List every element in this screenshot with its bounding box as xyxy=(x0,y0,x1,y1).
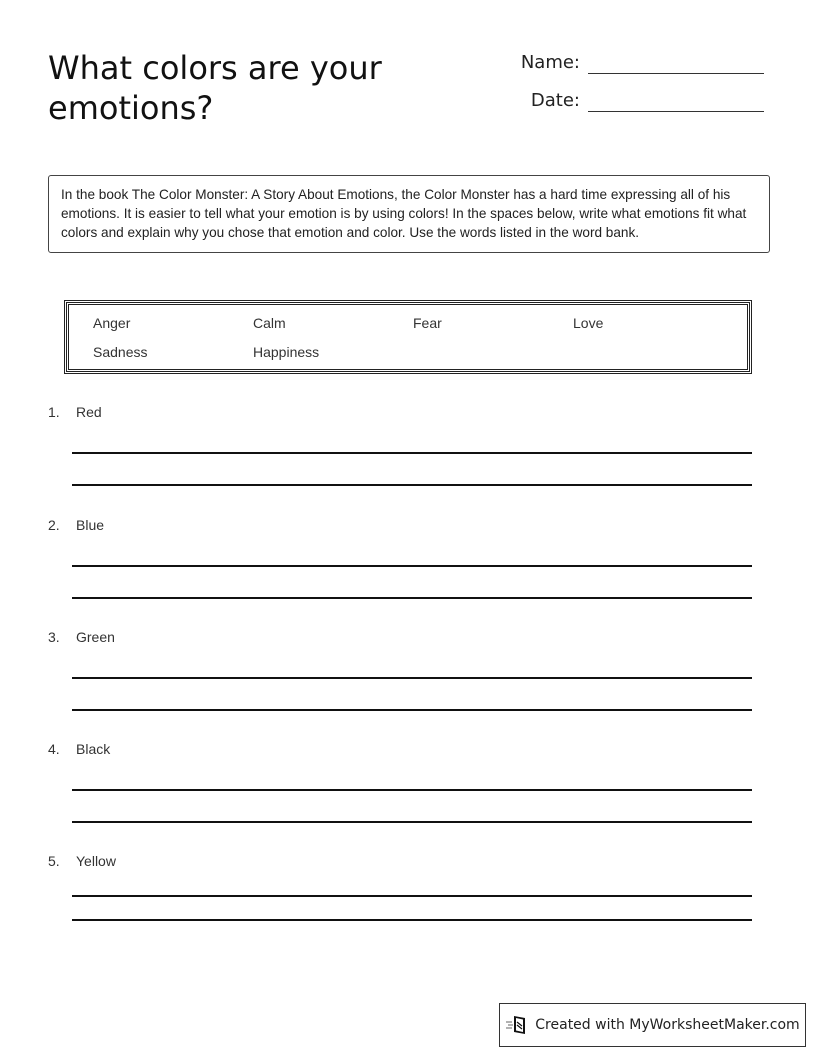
question-text: Yellow xyxy=(76,853,116,869)
instructions-box: In the book The Color Monster: A Story About Emotions, the Color Monster has a hard time expressing all of his emotions. It is easier to tell what your emotion is by using colors! In the spaces below, write what emotions fit what colors and explain why you chose that emotion and color. Use the words listed in the word bank. xyxy=(48,175,770,253)
answer-line[interactable] xyxy=(72,452,752,454)
question-text: Green xyxy=(76,629,115,645)
footer-credit[interactable] xyxy=(499,1003,806,1047)
question-number: 1. xyxy=(48,404,60,420)
name-label: Name: xyxy=(520,52,580,73)
question-text: Black xyxy=(76,741,111,757)
question-text: Red xyxy=(76,404,102,420)
answer-line[interactable] xyxy=(72,789,752,791)
question-number: 4. xyxy=(48,741,60,757)
date-field xyxy=(500,90,764,112)
answer-line[interactable] xyxy=(72,484,752,486)
answer-line[interactable] xyxy=(72,565,752,567)
word-bank-item: Love xyxy=(573,315,604,331)
word-bank-item: Calm xyxy=(253,315,286,331)
word-bank-item: Fear xyxy=(413,315,442,331)
date-label: Date: xyxy=(530,90,580,111)
answer-line[interactable] xyxy=(72,895,752,897)
word-bank xyxy=(64,300,752,374)
footer-text: Created with MyWorksheetMaker.com xyxy=(535,1017,800,1033)
word-bank-item: Sadness xyxy=(93,344,148,360)
question-number: 5. xyxy=(48,853,60,869)
worksheet-logo-icon xyxy=(505,1014,529,1036)
question-text: Blue xyxy=(76,517,105,533)
answer-line[interactable] xyxy=(72,919,752,921)
answer-line[interactable] xyxy=(72,677,752,679)
page-title: What colors are your emotions? xyxy=(48,49,382,127)
name-input-line[interactable] xyxy=(588,55,764,74)
answer-line[interactable] xyxy=(72,821,752,823)
word-bank-item: Anger xyxy=(93,315,131,331)
date-input-line[interactable] xyxy=(588,93,764,112)
question-number: 2. xyxy=(48,517,60,533)
answer-line[interactable] xyxy=(72,709,752,711)
question-number: 3. xyxy=(48,629,60,645)
answer-line[interactable] xyxy=(72,597,752,599)
word-bank-item: Happiness xyxy=(253,344,320,360)
name-field xyxy=(500,52,764,74)
